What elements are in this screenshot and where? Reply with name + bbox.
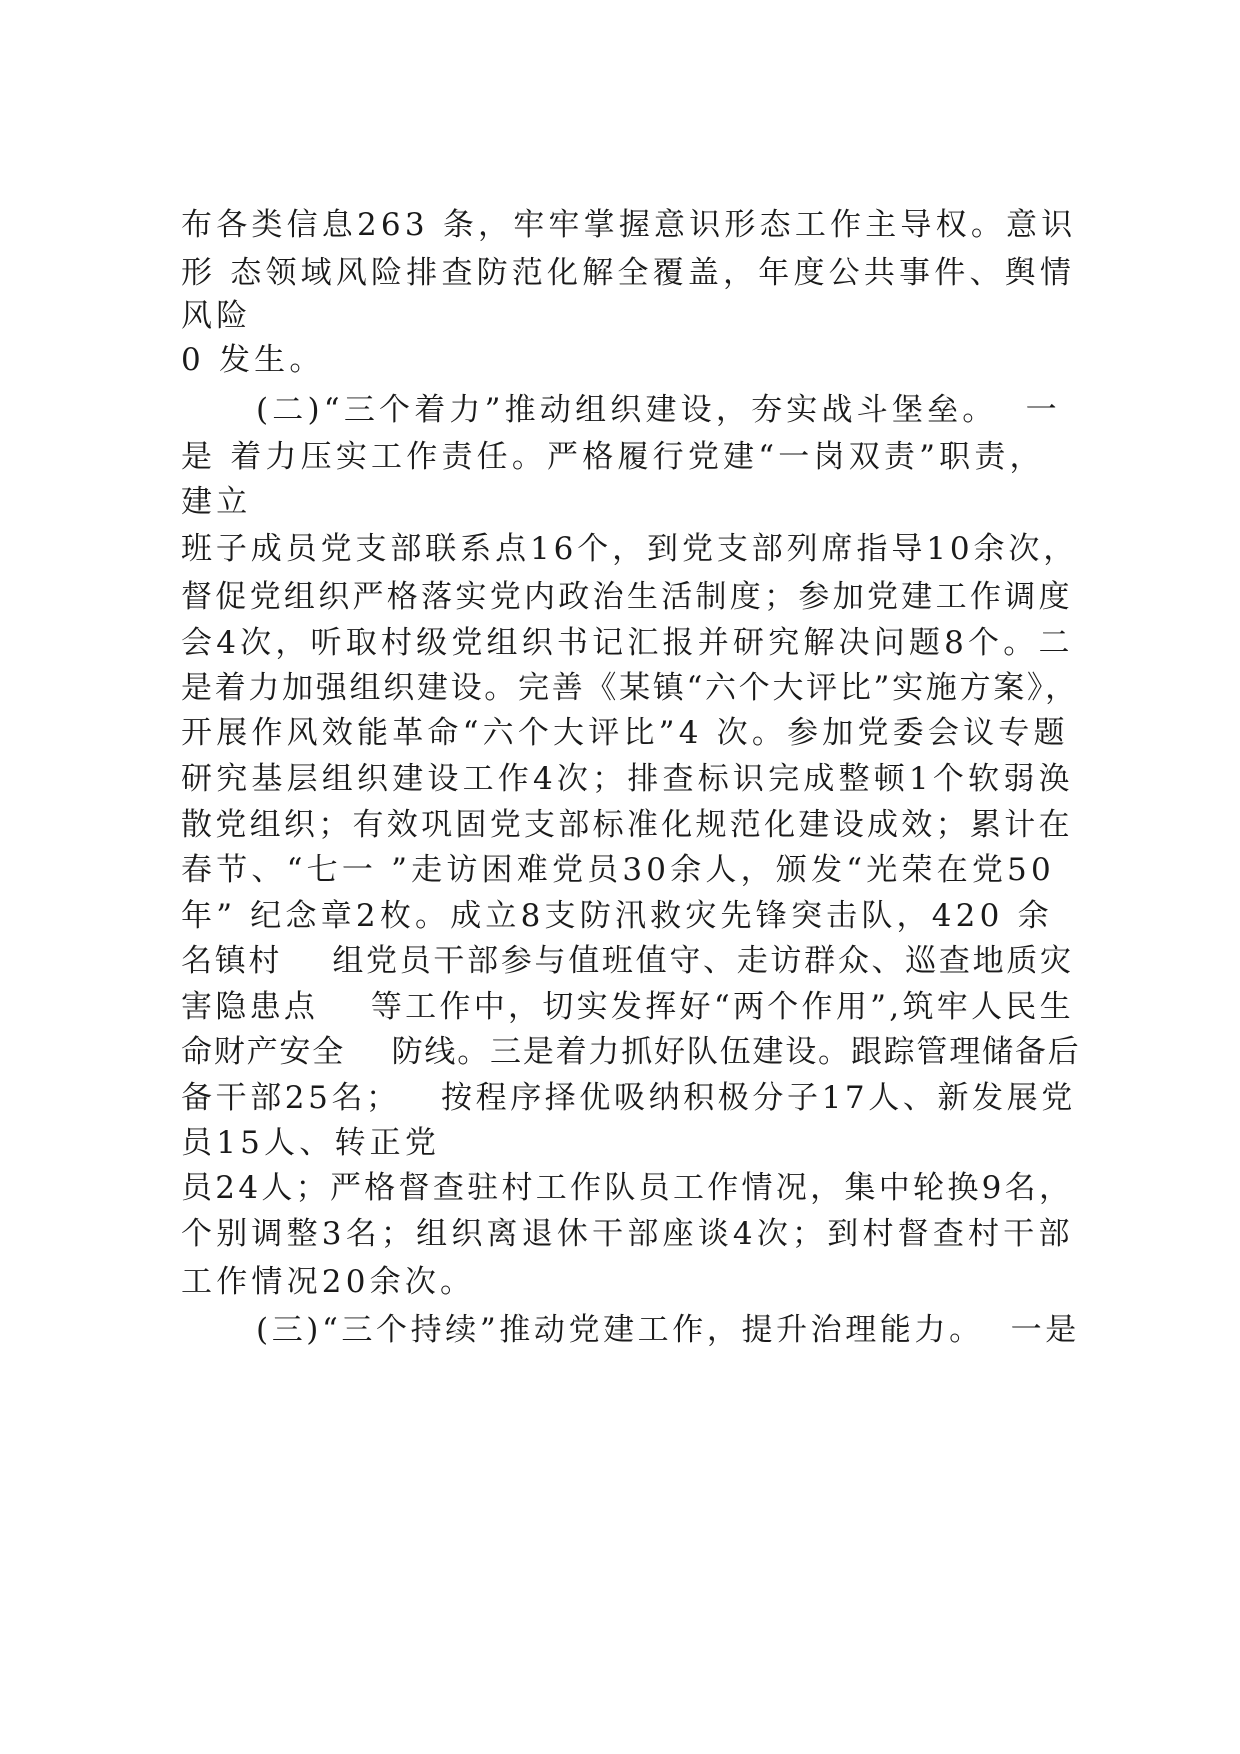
section-heading-2: (二)“三个着力”推动组织建设，夯实战斗堡垒。 一 bbox=[256, 392, 1061, 428]
text-line-24: 工作情况20余次。 bbox=[181, 1264, 476, 1300]
text-line-8: 班子成员党支部联系点16个，到党支部列席指导10余次， bbox=[181, 531, 1079, 567]
text-line-6: 是 着力压实工作责任。严格履行党建“一岗双责”职责， bbox=[181, 439, 1045, 475]
text-line-2: 形 态领域风险排查防范化解全覆盖，年度公共事件、舆情 bbox=[181, 255, 1076, 291]
text-line-23: 个别调整3名；组织离退休干部座谈4次；到村督查村干部 bbox=[181, 1216, 1074, 1252]
text-line-12: 开展作风效能革命“六个大评比”4 次。参加党委会议专题 bbox=[181, 715, 1069, 751]
section-heading-3: (三)“三个持续”推动党建工作，提升治理能力。 一是 bbox=[256, 1312, 1080, 1348]
text-line-22: 员24人；严格督查驻村工作队员工作情况，集中轮换9名， bbox=[181, 1170, 1074, 1206]
text-line-18: 害隐患点 等工作中，切实发挥好“两个作用”,筑牢人民生 bbox=[181, 989, 1074, 1025]
text-line-7: 建立 bbox=[181, 484, 252, 520]
text-line-15: 春节、“七一 ”走访困难党员30余人，颁发“光荣在党50 bbox=[181, 852, 1055, 888]
text-line-20: 备干部25名； 按程序择优吸纳积极分子17人、新发展党 bbox=[181, 1080, 1076, 1116]
text-line-17: 名镇村 组党员干部参与值班值守、走访群众、巡查地质灾 bbox=[181, 943, 1074, 979]
text-line-3: 风险 bbox=[181, 298, 252, 334]
text-line-1: 布各类信息263 条，牢牢掌握意识形态工作主导权。意识 bbox=[181, 207, 1077, 243]
text-line-14: 散党组织；有效巩固党支部标准化规范化建设成效；累计在 bbox=[181, 807, 1073, 843]
text-line-19: 命财产安全 防线。三是着力抓好队伍建设。跟踪管理储备后 bbox=[181, 1034, 1081, 1070]
text-line-16: 年” 纪念章2枚。成立8支防汛救灾先锋突击队，420 余 bbox=[181, 898, 1053, 934]
text-line-9: 督促党组织严格落实党内政治生活制度；参加党建工作调度 bbox=[181, 579, 1073, 615]
text-line-21: 员15人、转正党 bbox=[181, 1125, 441, 1161]
text-line-10: 会4次，听取村级党组织书记汇报并研究解决问题8个。二 bbox=[181, 625, 1074, 661]
text-line-13: 研究基层组织建设工作4次；排查标识完成整顿1个软弱涣 bbox=[181, 761, 1074, 797]
text-line-4: 0 发生。 bbox=[181, 342, 325, 378]
text-line-11: 是着力加强组织建设。完善《某镇“六个大评比”实施方案》， bbox=[181, 670, 1079, 706]
